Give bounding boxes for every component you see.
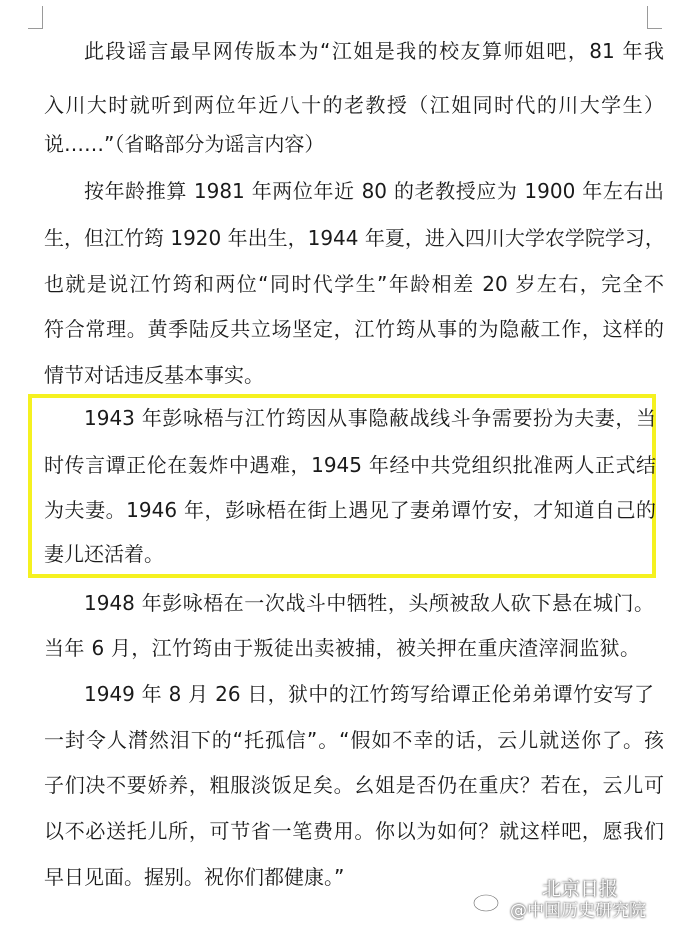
wechat-logo-icon (510, 876, 538, 896)
paragraph-4-line-2: 当年 6 月，江竹筠由于叛徒出卖被捕，被关押在重庆渣滓洞监狱。 (44, 636, 640, 660)
paragraph-2-line-1: 按年龄推算 1981 年两位年近 80 的老教授应为 1900 年左右出 (84, 179, 664, 203)
paragraph-1-line-2: 入川大时就听到两位年近八十的老教授（江姐同时代的川大学生） (44, 93, 664, 117)
page-corner-mark-top-right (647, 6, 662, 29)
paragraph-3-line-1: 1943 年彭咏梧与江竹筠因从事隐蔽战线斗争需要扮为夫妻，当 (84, 406, 656, 430)
paragraph-2-line-3: 也就是说江竹筠和两位“同时代学生”年龄相差 20 岁左右，完全不 (44, 272, 664, 296)
paragraph-5-line-4: 以不必送托儿所，可节省一笔费用。你以为如何？就这样吧，愿我们 (44, 819, 664, 843)
paragraph-3-line-4: 妻儿还活着。 (44, 542, 164, 566)
page-corner-mark-top-left (28, 6, 43, 29)
paragraph-2-line-5: 情节对话违反基本事实。 (44, 363, 264, 387)
watermark-subtitle: @中国历史研究院 (510, 901, 646, 921)
paragraph-1-line-1: 此段谣言最早网传版本为“江姐是我的校友算师姐吧，81 年我 (84, 39, 664, 63)
paragraph-5-line-2: 一封令人潸然泪下的“托孤信”。“假如不幸的话，云儿就送你了。孩 (44, 728, 664, 752)
paragraph-5-line-3: 子们决不要娇养，粗服淡饭足矣。幺姐是否仍在重庆？若在，云儿可 (44, 773, 664, 797)
paragraph-2-line-4: 符合常理。黄季陆反共立场坚定，江竹筠从事的为隐蔽工作，这样的 (44, 317, 664, 341)
paragraph-2-line-2: 生，但江竹筠 1920 年出生，1944 年夏，进入四川大学农学院学习， (44, 226, 665, 250)
watermark (472, 874, 682, 921)
paragraph-4-line-1: 1948 年彭咏梧在一次战斗中牺牲，头颅被敌人砍下悬在城门。 (84, 591, 654, 615)
weibo-logo-icon (472, 888, 506, 912)
watermark-title: 北京日报 (542, 878, 619, 900)
paragraph-5-line-5: 早日见面。握别。祝你们都健康。” (44, 865, 345, 889)
paragraph-1-line-3: 说……”（省略部分为谣言内容） (44, 132, 325, 156)
paragraph-3-line-3: 为夫妻。1946 年，彭咏梧在街上遇见了妻弟谭竹安，才知道自己的 (44, 498, 656, 522)
paragraph-3-line-2: 时传言谭正伦在轰炸中遇难，1945 年经中共党组织批准两人正式结 (44, 453, 656, 477)
paragraph-5-line-1: 1949 年 8 月 26 日，狱中的江竹筠写给谭正伦弟弟谭竹安写了 (84, 682, 654, 706)
